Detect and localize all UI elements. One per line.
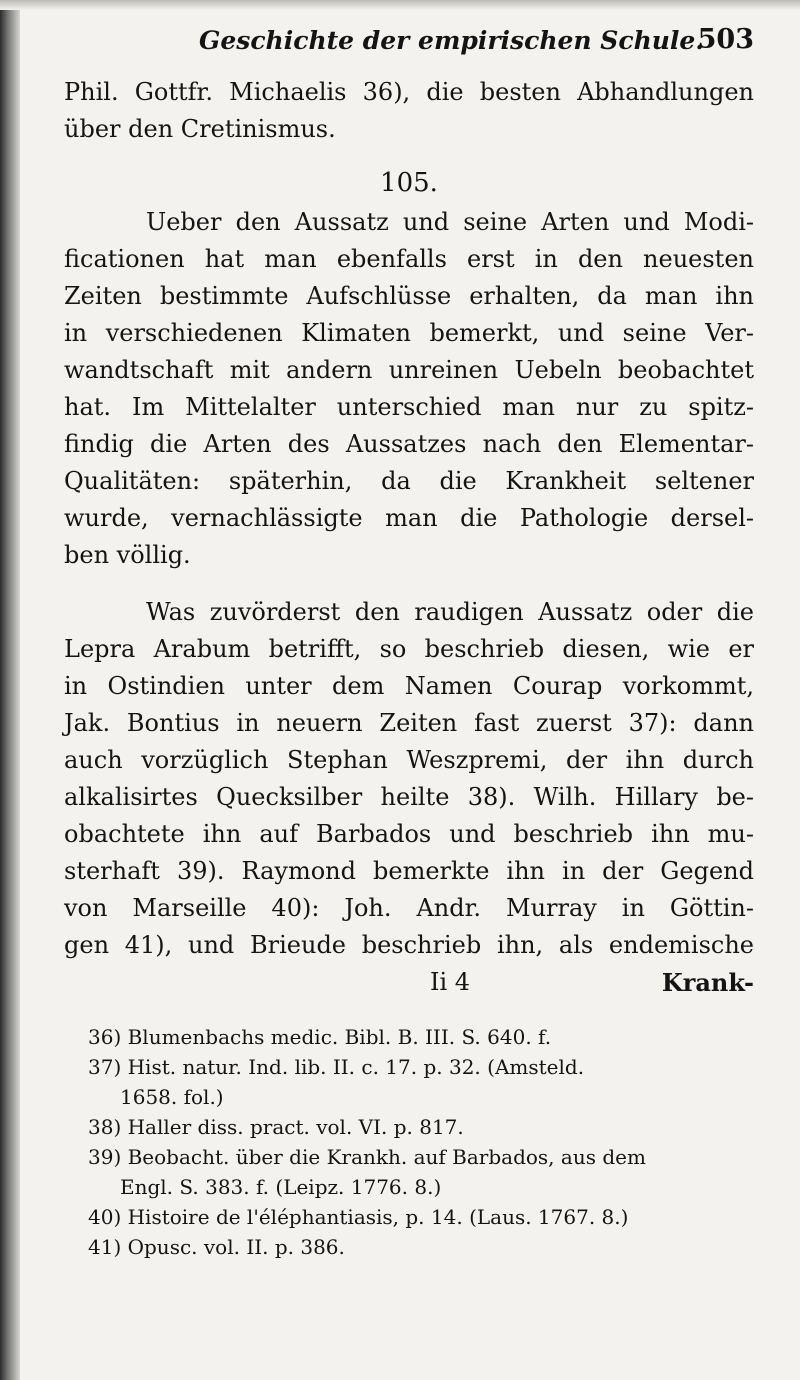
page-top-edge [0, 0, 800, 10]
text-line: alkalisirtes Quecksilber heilte 38). Wilh. Hillary be- [64, 783, 754, 811]
text-line: Was zuvörderst den raudigen Aussatz oder die [146, 598, 754, 626]
text-line: wurde, vernachlässigte man die Pathologie dersel- [64, 504, 754, 532]
section-number: 105. [380, 168, 438, 198]
book-gutter-shadow [0, 0, 20, 1380]
page-foot-line [64, 964, 754, 1004]
footnote: 37) Hist. natur. Ind. lib. II. c. 17. p. 32. (Amsteld. [88, 1055, 585, 1079]
text-line: Phil. Gottfr. Michaelis 36), die besten Abhandlungen [64, 78, 754, 106]
text-line: in verschiedenen Klimaten bemerkt, und seine Ver- [64, 319, 754, 347]
catchword: Krank- [661, 968, 754, 997]
text-line: sterhaft 39). Raymond bemerkte ihn in der Gegend [64, 857, 754, 885]
signature-mark: Ii 4 [430, 968, 471, 996]
text-line: findig die Arten des Aussatzes nach den Elementar- [64, 430, 754, 458]
footnotes [64, 1022, 754, 1262]
footnote: 41) Opusc. vol. II. p. 386. [88, 1235, 345, 1259]
text-line: von Marseille 40): Joh. Andr. Murray in Göttin- [64, 894, 754, 922]
text-line: in Ostindien unter dem Namen Courap vorkommt, [64, 672, 754, 700]
text-line: über den Cretinismus. [64, 115, 336, 143]
text-line: Ueber den Aussatz und seine Arten und Modi- [146, 208, 754, 236]
text-line: Zeiten bestimmte Aufschlüsse erhalten, da man ihn [64, 282, 754, 310]
text-line: ficationen hat man ebenfalls erst in den neuesten [64, 245, 754, 273]
footnote: 38) Haller diss. pract. vol. VI. p. 817. [88, 1115, 464, 1139]
text-line: Qualitäten: späterhin, da die Krankheit seltener [64, 467, 754, 495]
text-line: gen 41), und Brieude beschrieb ihn, als endemische [64, 931, 754, 959]
text-line: wandtschaft mit andern unreinen Uebeln beobachtet [64, 356, 754, 384]
book-page [64, 22, 754, 1262]
page-number: 503 [697, 24, 754, 55]
footnote-continuation: Engl. S. 383. f. (Leipz. 1776. 8.) [120, 1175, 442, 1199]
footnote: 39) Beobacht. über die Krankh. auf Barbados, aus dem [88, 1145, 646, 1169]
text-line: ben völlig. [64, 541, 191, 569]
paragraph-2 [64, 594, 754, 964]
text-line: Lepra Arabum betrifft, so beschrieb diesen, wie er [64, 635, 754, 663]
opening-lines [64, 74, 754, 148]
footnote: 40) Histoire de l'éléphantiasis, p. 14. (Laus. 1767. 8.) [88, 1205, 629, 1229]
text-line: Jak. Bontius in neuern Zeiten fast zuerst 37): dann [64, 709, 754, 737]
text-line: auch vorzüglich Stephan Weszpremi, der ihn durch [64, 746, 754, 774]
running-title: Geschichte der empirischen Schule. [199, 26, 705, 55]
running-head [64, 22, 754, 74]
footnote: 36) Blumenbachs medic. Bibl. B. III. S. 640. f. [88, 1025, 552, 1049]
text-line: obachtete ihn auf Barbados und beschrieb ihn mu- [64, 820, 754, 848]
paragraph-1 [64, 204, 754, 574]
text-line: hat. Im Mittelalter unterschied man nur zu spitz- [64, 393, 754, 421]
footnote-continuation: 1658. fol.) [120, 1085, 224, 1109]
